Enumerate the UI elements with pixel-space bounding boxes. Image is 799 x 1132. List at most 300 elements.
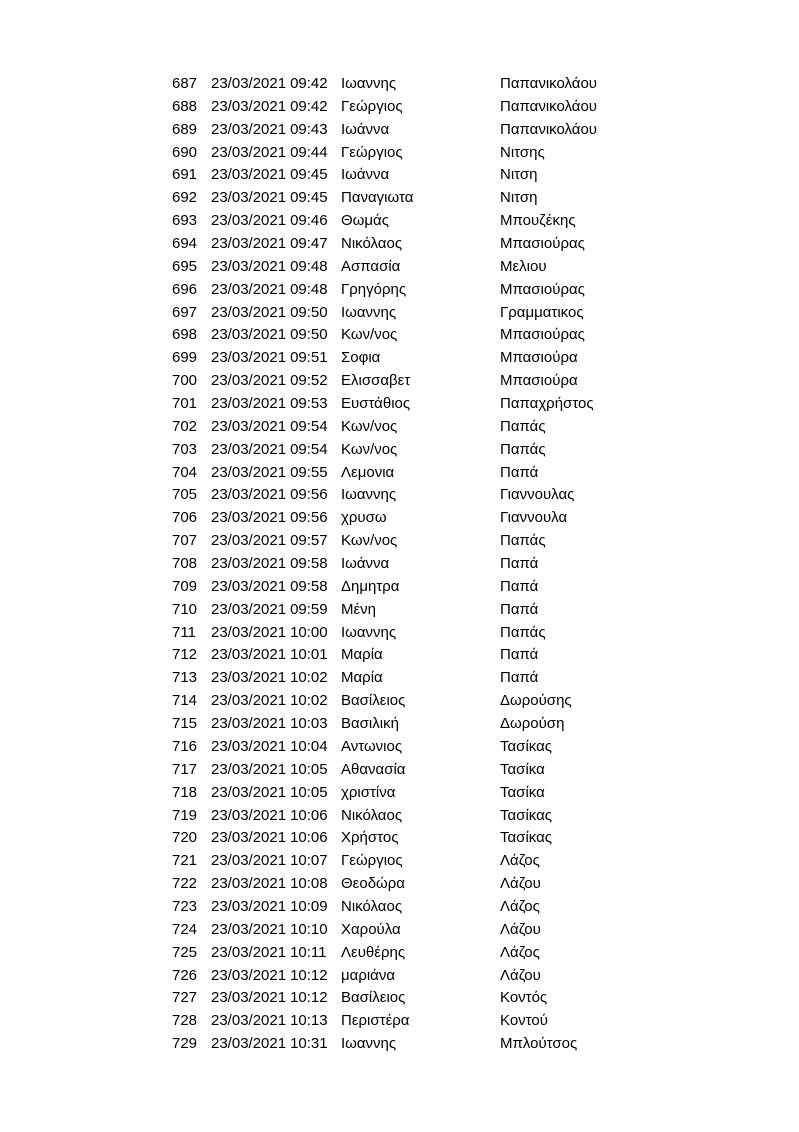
- table-row: [172, 1033, 597, 1056]
- row-date: 23/03/2021: [211, 806, 287, 824]
- row-date: 23/03/2021: [211, 372, 287, 390]
- row-first-name: Αντωνιος: [341, 737, 403, 755]
- row-first-name: χρυσω: [341, 509, 387, 527]
- row-number: 697: [172, 303, 198, 321]
- row-datetime: [211, 713, 341, 736]
- row-date: 23/03/2021: [211, 577, 287, 595]
- row-first-name: Ευστάθιος: [341, 395, 411, 413]
- row-last-name: Παπά: [500, 669, 539, 687]
- row-first-name: Νικόλαος: [341, 897, 403, 915]
- row-time: 10:07: [290, 852, 328, 870]
- row-first-name: Ιωάννα: [341, 555, 390, 573]
- row-number: 688: [172, 97, 198, 115]
- row-number: 704: [172, 463, 198, 481]
- row-last-name: Παπανικολάου: [500, 97, 598, 115]
- row-time: 10:09: [290, 897, 328, 915]
- row-first-name: Παναγιωτα: [341, 189, 414, 207]
- row-datetime: [211, 302, 341, 325]
- row-last-name: Τασίκας: [500, 737, 552, 755]
- row-first-name: Βασίλειος: [341, 692, 406, 710]
- row-datetime: [211, 690, 341, 713]
- row-last-name: Παπαχρήστος: [500, 395, 594, 413]
- row-last-name: Μπασιούρας: [500, 326, 585, 344]
- row-last-name: Τασίκας: [500, 806, 552, 824]
- row-last-name: Παπά: [500, 600, 539, 618]
- row-number: 696: [172, 280, 198, 298]
- table-row: [172, 713, 597, 736]
- table-row: [172, 119, 597, 142]
- row-date: 23/03/2021: [211, 166, 287, 184]
- row-date: 23/03/2021: [211, 257, 287, 275]
- row-time: 09:50: [290, 326, 328, 344]
- row-datetime: [211, 987, 341, 1010]
- row-time: 09:52: [290, 372, 328, 390]
- row-datetime: [211, 965, 341, 988]
- row-last-name: Δωρούση: [500, 715, 565, 733]
- table-row: [172, 759, 597, 782]
- row-first-name: Λευθέρης: [341, 943, 406, 961]
- row-time: 09:46: [290, 212, 328, 230]
- row-datetime: [211, 1033, 341, 1056]
- row-date: 23/03/2021: [211, 966, 287, 984]
- row-time: 10:06: [290, 829, 328, 847]
- row-time: 10:01: [290, 646, 328, 664]
- table-row: [172, 279, 597, 302]
- table-row: [172, 896, 597, 919]
- row-time: 09:57: [290, 532, 328, 550]
- row-last-name: Λάζος: [500, 897, 540, 915]
- row-date: 23/03/2021: [211, 212, 287, 230]
- row-date: 23/03/2021: [211, 509, 287, 527]
- table-row: [172, 599, 597, 622]
- row-time: 10:12: [290, 989, 328, 1007]
- row-number: 699: [172, 349, 198, 367]
- row-first-name: Γεώργιος: [341, 97, 403, 115]
- row-last-name: Λάζου: [500, 920, 541, 938]
- row-first-name: Ιωαννης: [341, 486, 397, 504]
- row-first-name: Γεώργιος: [341, 143, 403, 161]
- row-first-name: Θωμάς: [341, 212, 389, 230]
- table-row: [172, 370, 597, 393]
- row-last-name: Λάζου: [500, 875, 541, 893]
- row-datetime: [211, 416, 341, 439]
- table-row: [172, 965, 597, 988]
- row-first-name: Κων/νος: [341, 417, 398, 435]
- row-first-name: Δημητρα: [341, 577, 400, 595]
- row-last-name: Τασίκα: [500, 760, 545, 778]
- table-row: [172, 919, 597, 942]
- row-datetime: [211, 187, 341, 210]
- row-number: 702: [172, 417, 198, 435]
- row-time: 09:54: [290, 417, 328, 435]
- row-time: 09:56: [290, 486, 328, 504]
- table-row: [172, 164, 597, 187]
- row-last-name: Τασίκας: [500, 829, 552, 847]
- row-number: 717: [172, 760, 198, 778]
- row-number: 691: [172, 166, 198, 184]
- row-first-name: Κων/νος: [341, 326, 398, 344]
- row-first-name: χριστίνα: [341, 783, 396, 801]
- row-first-name: Λεμονια: [341, 463, 395, 481]
- row-number: 721: [172, 852, 198, 870]
- row-datetime: [211, 393, 341, 416]
- table-row: [172, 576, 597, 599]
- row-datetime: [211, 484, 341, 507]
- row-time: 10:08: [290, 875, 328, 893]
- row-time: 09:42: [290, 75, 328, 92]
- row-datetime: [211, 576, 341, 599]
- row-first-name: Νικόλαος: [341, 806, 403, 824]
- row-time: 09:45: [290, 189, 328, 207]
- table-row: [172, 324, 597, 347]
- row-last-name: Μπλούτσος: [500, 1035, 578, 1053]
- row-date: 23/03/2021: [211, 646, 287, 664]
- row-number: 727: [172, 989, 198, 1007]
- row-date: 23/03/2021: [211, 189, 287, 207]
- row-number: 693: [172, 212, 198, 230]
- table-row: [172, 187, 597, 210]
- row-datetime: [211, 256, 341, 279]
- row-datetime: [211, 1010, 341, 1033]
- row-time: 09:42: [290, 97, 328, 115]
- row-last-name: Παπάς: [500, 440, 546, 458]
- row-datetime: [211, 96, 341, 119]
- row-last-name: Μπασιούρας: [500, 235, 585, 253]
- row-number: 703: [172, 440, 198, 458]
- row-time: 09:48: [290, 280, 328, 298]
- row-last-name: Παπά: [500, 577, 539, 595]
- row-first-name: Ιωαννης: [341, 303, 397, 321]
- row-number: 709: [172, 577, 198, 595]
- row-datetime: [211, 622, 341, 645]
- row-number: 720: [172, 829, 198, 847]
- table-row: [172, 942, 597, 965]
- row-date: 23/03/2021: [211, 760, 287, 778]
- row-time: 10:05: [290, 760, 328, 778]
- row-first-name: Μαρία: [341, 669, 383, 687]
- table-row: [172, 873, 597, 896]
- row-last-name: Κοντού: [500, 1012, 548, 1030]
- row-time: 10:13: [290, 1012, 328, 1030]
- row-datetime: [211, 599, 341, 622]
- row-datetime: [211, 896, 341, 919]
- row-datetime: [211, 736, 341, 759]
- row-last-name: Γιαννουλα: [500, 509, 568, 527]
- table-row: [172, 622, 597, 645]
- row-time: 10:03: [290, 715, 328, 733]
- row-number: 706: [172, 509, 198, 527]
- table-row: [172, 553, 597, 576]
- table-row: [172, 1010, 597, 1033]
- row-time: 10:04: [290, 737, 328, 755]
- row-number: 725: [172, 943, 198, 961]
- row-number: 723: [172, 897, 198, 915]
- row-date: 23/03/2021: [211, 235, 287, 253]
- table-row: [172, 393, 597, 416]
- row-date: 23/03/2021: [211, 326, 287, 344]
- row-last-name: Παπάς: [500, 623, 546, 641]
- row-last-name: Μπασιούρας: [500, 280, 585, 298]
- row-last-name: Νιτσης: [500, 143, 545, 161]
- row-time: 10:05: [290, 783, 328, 801]
- row-date: 23/03/2021: [211, 989, 287, 1007]
- records-body: [172, 73, 597, 1056]
- row-date: 23/03/2021: [211, 75, 287, 92]
- row-time: 09:53: [290, 395, 328, 413]
- table-row: [172, 667, 597, 690]
- row-datetime: [211, 439, 341, 462]
- row-date: 23/03/2021: [211, 532, 287, 550]
- row-first-name: μαριάνα: [341, 966, 396, 984]
- row-last-name: Κοντός: [500, 989, 548, 1007]
- row-number: 690: [172, 143, 198, 161]
- row-date: 23/03/2021: [211, 600, 287, 618]
- row-datetime: [211, 142, 341, 165]
- row-datetime: [211, 370, 341, 393]
- table-row: [172, 233, 597, 256]
- row-time: 10:06: [290, 806, 328, 824]
- row-number: 694: [172, 235, 198, 253]
- row-datetime: [211, 530, 341, 553]
- row-number: 716: [172, 737, 198, 755]
- row-datetime: [211, 873, 341, 896]
- table-row: [172, 782, 597, 805]
- row-date: 23/03/2021: [211, 97, 287, 115]
- row-number: 724: [172, 920, 198, 938]
- row-datetime: [211, 942, 341, 965]
- row-date: 23/03/2021: [211, 715, 287, 733]
- table-row: [172, 210, 597, 233]
- row-first-name: Ιωαννης: [341, 75, 397, 92]
- row-time: 09:51: [290, 349, 328, 367]
- row-number: 705: [172, 486, 198, 504]
- row-datetime: [211, 782, 341, 805]
- table-row: [172, 827, 597, 850]
- row-number: 692: [172, 189, 198, 207]
- row-date: 23/03/2021: [211, 280, 287, 298]
- row-date: 23/03/2021: [211, 395, 287, 413]
- row-number: 700: [172, 372, 198, 390]
- row-date: 23/03/2021: [211, 829, 287, 847]
- row-last-name: Νιτση: [500, 189, 538, 207]
- row-datetime: [211, 805, 341, 828]
- row-number: 695: [172, 257, 198, 275]
- row-last-name: Παπανικολάου: [500, 120, 598, 138]
- row-datetime: [211, 462, 341, 485]
- row-last-name: Τασίκα: [500, 783, 545, 801]
- table-row: [172, 73, 597, 96]
- row-date: 23/03/2021: [211, 440, 287, 458]
- row-date: 23/03/2021: [211, 143, 287, 161]
- row-number: 698: [172, 326, 198, 344]
- row-number: 729: [172, 1035, 198, 1053]
- table-row: [172, 347, 597, 370]
- row-datetime: [211, 919, 341, 942]
- row-last-name: Μπασιούρα: [500, 349, 578, 367]
- table-row: [172, 484, 597, 507]
- row-datetime: [211, 667, 341, 690]
- row-first-name: Ελισσαβετ: [341, 372, 411, 390]
- row-date: 23/03/2021: [211, 783, 287, 801]
- row-time: 09:58: [290, 577, 328, 595]
- row-first-name: Κων/νος: [341, 440, 398, 458]
- row-last-name: Παπάς: [500, 532, 546, 550]
- row-date: 23/03/2021: [211, 920, 287, 938]
- row-datetime: [211, 324, 341, 347]
- row-last-name: Μπασιούρα: [500, 372, 578, 390]
- row-first-name: Γρηγόρης: [341, 280, 407, 298]
- row-datetime: [211, 210, 341, 233]
- row-date: 23/03/2021: [211, 303, 287, 321]
- row-number: 714: [172, 692, 198, 710]
- row-datetime: [211, 73, 341, 96]
- row-last-name: Μελιου: [500, 257, 547, 275]
- row-time: 09:54: [290, 440, 328, 458]
- row-number: 715: [172, 715, 198, 733]
- row-first-name: Νικόλαος: [341, 235, 403, 253]
- row-date: 23/03/2021: [211, 120, 287, 138]
- row-date: 23/03/2021: [211, 555, 287, 573]
- row-first-name: Ιωαννης: [341, 1035, 397, 1053]
- row-datetime: [211, 119, 341, 142]
- table-row: [172, 439, 597, 462]
- row-first-name: Μένη: [341, 600, 377, 618]
- row-date: 23/03/2021: [211, 897, 287, 915]
- row-number: 713: [172, 669, 198, 687]
- row-first-name: Χαρούλα: [341, 920, 401, 938]
- row-number: 718: [172, 783, 198, 801]
- row-number: 712: [172, 646, 198, 664]
- row-datetime: [211, 759, 341, 782]
- table-row: [172, 507, 597, 530]
- row-last-name: Παπανικολάου: [500, 75, 598, 92]
- row-datetime: [211, 347, 341, 370]
- row-datetime: [211, 279, 341, 302]
- row-time: 09:56: [290, 509, 328, 527]
- table-row: [172, 987, 597, 1010]
- table-row: [172, 416, 597, 439]
- table-row: [172, 462, 597, 485]
- row-number: 707: [172, 532, 198, 550]
- row-number: 687: [172, 75, 198, 92]
- row-last-name: Γραμματικος: [500, 303, 584, 321]
- row-first-name: Αθανασία: [341, 760, 406, 778]
- row-date: 23/03/2021: [211, 486, 287, 504]
- row-date: 23/03/2021: [211, 417, 287, 435]
- row-first-name: Βασιλική: [341, 715, 399, 733]
- table-row: [172, 302, 597, 325]
- row-number: 708: [172, 555, 198, 573]
- table-row: [172, 96, 597, 119]
- row-number: 689: [172, 120, 198, 138]
- row-time: 09:55: [290, 463, 328, 481]
- table-row: [172, 142, 597, 165]
- row-last-name: Δωρούσης: [500, 692, 572, 710]
- row-last-name: Λάζος: [500, 943, 540, 961]
- row-time: 09:48: [290, 257, 328, 275]
- row-time: 09:45: [290, 166, 328, 184]
- row-datetime: [211, 827, 341, 850]
- row-last-name: Μπουζέκης: [500, 212, 576, 230]
- row-number: 722: [172, 875, 198, 893]
- table-row: [172, 805, 597, 828]
- row-number: 726: [172, 966, 198, 984]
- row-first-name: Ιωαννης: [341, 623, 397, 641]
- row-first-name: Κων/νος: [341, 532, 398, 550]
- row-date: 23/03/2021: [211, 1012, 287, 1030]
- row-last-name: Παπά: [500, 646, 539, 664]
- row-first-name: Βασίλειος: [341, 989, 406, 1007]
- row-first-name: Ιωάννα: [341, 166, 390, 184]
- table-row: [172, 850, 597, 873]
- row-first-name: Χρήστος: [341, 829, 399, 847]
- row-time: 09:47: [290, 235, 328, 253]
- row-datetime: [211, 553, 341, 576]
- row-last-name: Λάζος: [500, 852, 540, 870]
- row-time: 10:11: [290, 943, 327, 961]
- row-date: 23/03/2021: [211, 623, 287, 641]
- records-table: [172, 73, 597, 1056]
- row-time: 10:00: [290, 623, 328, 641]
- row-number: 711: [172, 623, 196, 641]
- row-first-name: Μαρία: [341, 646, 383, 664]
- row-number: 701: [172, 395, 198, 413]
- row-datetime: [211, 164, 341, 187]
- row-date: 23/03/2021: [211, 692, 287, 710]
- table-row: [172, 530, 597, 553]
- row-date: 23/03/2021: [211, 463, 287, 481]
- row-time: 10:02: [290, 692, 328, 710]
- row-last-name: Γιαννουλας: [500, 486, 575, 504]
- row-time: 09:44: [290, 143, 328, 161]
- row-date: 23/03/2021: [211, 943, 287, 961]
- row-datetime: [211, 507, 341, 530]
- row-last-name: Παπάς: [500, 417, 546, 435]
- row-last-name: Λάζου: [500, 966, 541, 984]
- row-time: 09:59: [290, 600, 328, 618]
- row-time: 10:31: [290, 1035, 328, 1053]
- row-first-name: Ιωάννα: [341, 120, 390, 138]
- row-time: 09:50: [290, 303, 328, 321]
- row-first-name: Γεώργιος: [341, 852, 403, 870]
- row-datetime: [211, 850, 341, 873]
- row-first-name: Περιστέρα: [341, 1012, 410, 1030]
- row-time: 09:58: [290, 555, 328, 573]
- row-date: 23/03/2021: [211, 669, 287, 687]
- row-date: 23/03/2021: [211, 349, 287, 367]
- row-last-name: Παπά: [500, 555, 539, 573]
- table-row: [172, 736, 597, 759]
- row-date: 23/03/2021: [211, 852, 287, 870]
- row-date: 23/03/2021: [211, 875, 287, 893]
- row-last-name: Νιτση: [500, 166, 538, 184]
- table-row: [172, 644, 597, 667]
- row-first-name: Ασπασία: [341, 257, 401, 275]
- row-time: 10:12: [290, 966, 328, 984]
- row-time: 09:43: [290, 120, 328, 138]
- row-datetime: [211, 644, 341, 667]
- row-first-name: Σοφια: [341, 349, 381, 367]
- row-number: 728: [172, 1012, 198, 1030]
- row-first-name: Θεοδώρα: [341, 875, 405, 893]
- row-number: 710: [172, 600, 198, 618]
- row-date: 23/03/2021: [211, 737, 287, 755]
- table-row: [172, 690, 597, 713]
- row-datetime: [211, 233, 341, 256]
- table-row: [172, 256, 597, 279]
- row-time: 10:10: [290, 920, 328, 938]
- row-date: 23/03/2021: [211, 1035, 287, 1053]
